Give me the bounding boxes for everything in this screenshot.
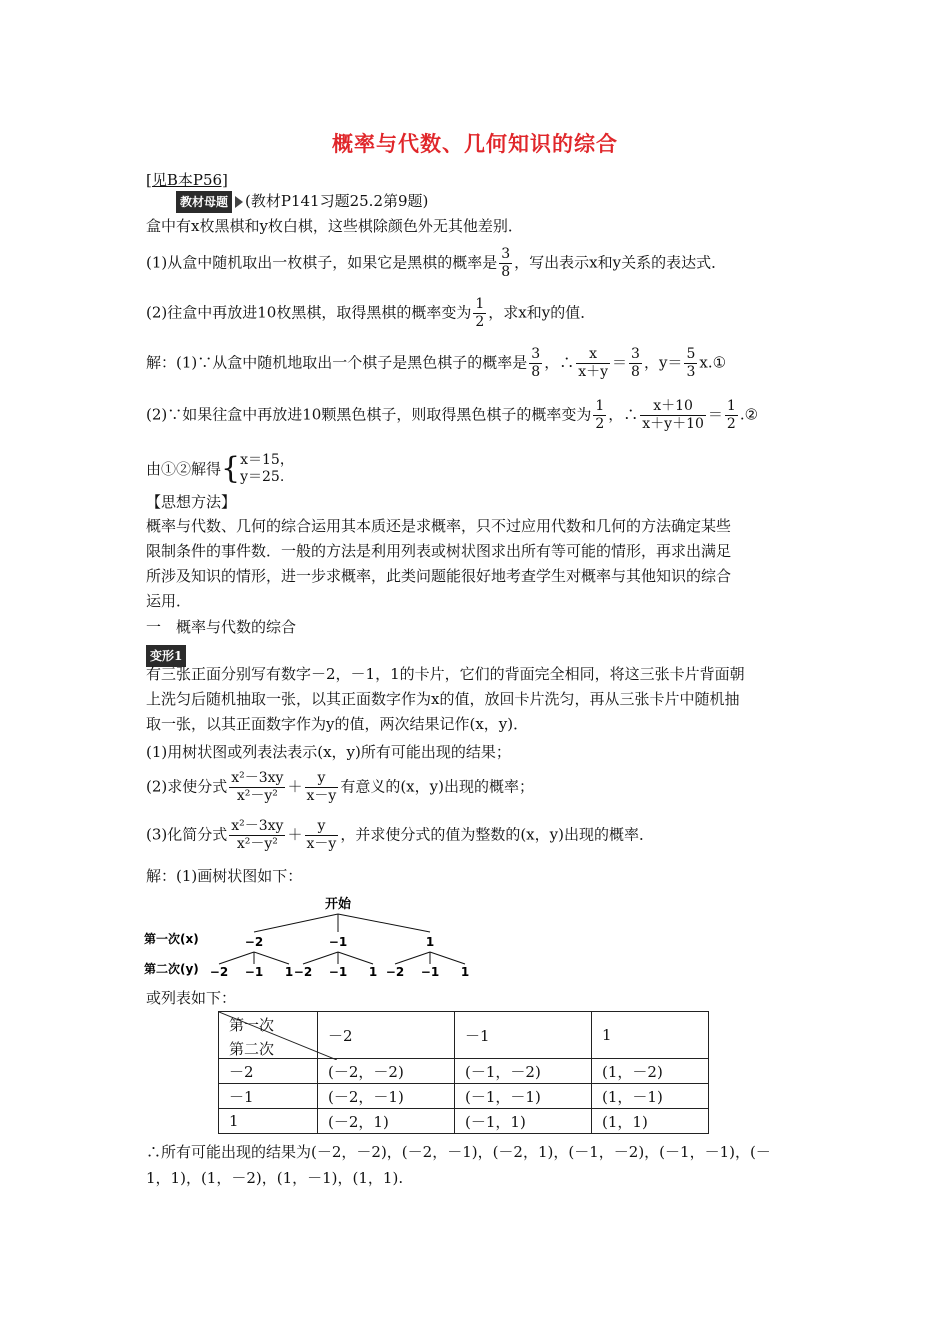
variant-paragraph: [146, 662, 806, 737]
brace: {: [221, 451, 241, 486]
plus-sign: ＋: [287, 825, 303, 844]
tree-node-l2: −1: [420, 965, 440, 979]
s1-y: ，y＝: [643, 353, 683, 372]
tree-node-l2: −2: [385, 965, 405, 979]
fraction: $\frac{1}{2}$: [726, 398, 736, 432]
tree-node-l2: −2: [209, 965, 229, 979]
problem-intro: 盒中有x枚黑棋和y枚白棋，这些棋除颜色外无其他差别．: [146, 217, 523, 235]
variant-line: 取一张，以其正面数字作为y的值，两次结果记作(x，y)．: [146, 715, 529, 733]
method-heading: 【思想方法】: [146, 493, 237, 511]
fraction: $\frac{y}{x-y}$: [306, 818, 337, 852]
fraction: $\frac{x+10}{x+y+10}$: [642, 398, 704, 432]
fraction: $\frac{\text{x²－3xy}}{\text{x²－y²}}$: [231, 818, 284, 852]
tree-edge: [338, 952, 373, 964]
table-col-header: 1: [592, 1012, 709, 1059]
tree-edge: [254, 952, 289, 964]
tree-level2-nodes: [210, 965, 469, 979]
tree-level1-label: 第一次(x): [144, 932, 199, 946]
method-line: 限制条件的事件数．一般的方法是利用列表或树状图求出所有等可能的情形，再求出满足: [146, 542, 732, 560]
fraction: $\frac{3}{8}$: [501, 246, 511, 280]
conclusion-line: ∴所有可能出现的结果为(－2，－2)，(－2，－1)，(－2，1)，(－1，－2)，(－1，－1)，(－: [146, 1143, 771, 1161]
table-row: [219, 1084, 709, 1109]
q3-pre: (3)化简分式: [146, 825, 228, 844]
tree-node-l2: −1: [328, 965, 348, 979]
tree-node-l2: −2: [293, 965, 313, 979]
variant-line: 上洗匀后随机抽取一张，以其正面数字作为x的值，放回卡片洗匀，再从三张卡片中随机抽: [146, 690, 740, 708]
method-paragraph: [146, 514, 806, 614]
q2-pre: (2)求使分式: [146, 777, 228, 796]
textbook-ref: (教材P141习题25.2第9题): [245, 192, 429, 210]
textbook-tag: 教材母题: [176, 191, 232, 213]
tree-level2-label: 第二次(y): [144, 962, 199, 976]
or-table-label: 或列表如下：: [146, 989, 237, 1007]
solution-step2: [146, 398, 758, 433]
s1-end: x.①: [699, 353, 727, 372]
q3-post: ，并求使分式的值为整数的(x，y)出现的概率．: [340, 825, 654, 844]
table-header-row: [219, 1012, 709, 1059]
q1-text: (1)从盒中随机取出一枚棋子，如果它是黑棋的概率是: [146, 253, 498, 272]
conclusion-line: 1，1)，(1，－2)，(1，－1)，(1，1).: [146, 1169, 404, 1187]
tree-edge: [338, 914, 430, 932]
problem-q1: [146, 246, 726, 281]
equals: ＝: [707, 405, 723, 424]
s2-end: .②: [739, 405, 759, 424]
textbook-source-line: [176, 191, 428, 213]
tree-level2-edges: [219, 952, 465, 964]
tree-node-l1: 1: [425, 935, 435, 949]
variant-tag: 变形1: [146, 645, 186, 667]
fraction: $\frac{3}{8}$: [531, 346, 541, 380]
table-cell: (－1，－2): [455, 1059, 592, 1084]
tree-edge: [395, 952, 430, 964]
s1-therefore: ，∴: [544, 353, 575, 372]
variant-q1: (1)用树状图或列表法表示(x，y)所有可能出现的结果；: [146, 743, 511, 761]
fraction: $\frac{y}{x-y}$: [306, 770, 337, 804]
fraction: $\frac{5}{3}$: [686, 346, 696, 380]
corner-bottom-label: 第二次: [229, 1040, 275, 1058]
s2-therefore: ，∴: [608, 405, 639, 424]
table-row: [219, 1059, 709, 1084]
table-cell: (1，1): [592, 1109, 709, 1134]
method-line: 所涉及知识的情形，进一步求概率，此类问题能很好地考查学生对概率与其他知识的综合: [146, 567, 732, 585]
table-cell: (－2，1): [318, 1109, 455, 1134]
method-line: 运用．: [146, 592, 192, 610]
fraction: $\frac{x}{x+y}$: [578, 346, 609, 380]
tree-edge: [254, 914, 338, 932]
table-corner-cell: [219, 1012, 318, 1059]
tree-edge: [219, 952, 254, 964]
variant-solution-intro: 解：(1)画树状图如下：: [146, 867, 303, 885]
play-triangle-icon: [235, 196, 243, 208]
variant-q2: [146, 770, 534, 805]
variant-q3: [146, 818, 654, 853]
q2-text: (2)往盒中再放进10枚黑棋，取得黑棋的概率变为: [146, 303, 472, 322]
results-table: [218, 1011, 709, 1134]
tree-node-l2: 1: [284, 965, 294, 979]
system-solution: x＝15， y＝25.: [240, 452, 294, 485]
tree-root: 开始: [324, 897, 352, 912]
table-row-header: －1: [219, 1084, 318, 1109]
solution-step1: [146, 346, 726, 381]
table-cell: (－1，1): [455, 1109, 592, 1134]
q1-text-end: ，写出表示x和y关系的表达式．: [514, 253, 727, 272]
corner-top-label: 第一次: [229, 1016, 275, 1034]
q2-post: 有意义的(x，y)出现的概率；: [340, 777, 534, 796]
fraction: $\frac{3}{8}$: [631, 346, 640, 380]
table-row: [219, 1109, 709, 1134]
tree-node-l2: 1: [368, 965, 378, 979]
s1-text: 解：(1)∵从盒中随机地取出一个棋子是黑色棋子的概率是: [146, 353, 528, 372]
table-col-header: －1: [455, 1012, 592, 1059]
table-row-header: －2: [219, 1059, 318, 1084]
equals: ＝: [612, 353, 628, 372]
table-cell: (－1，－1): [455, 1084, 592, 1109]
fraction: $\frac{\text{x²－3xy}}{\text{x²－y²}}$: [231, 770, 284, 804]
tree-node-l2: −1: [244, 965, 264, 979]
method-line: 概率与代数、几何的综合运用其本质还是求概率，只不过应用代数和几何的方法确定某些: [146, 517, 732, 535]
fraction: $\frac{1}{2}$: [595, 398, 605, 432]
fraction: $\frac{1}{2}$: [475, 296, 485, 330]
section-heading: 一 概率与代数的综合: [146, 618, 297, 636]
tree-node-l1: −2: [244, 935, 264, 949]
table-row-header: 1: [219, 1109, 318, 1134]
s2-text: (2)∵如果往盒中再放进10颗黑色棋子，则取得黑色棋子的概率变为: [146, 405, 592, 424]
plus-sign: ＋: [287, 777, 303, 796]
tree-edge: [430, 952, 465, 964]
s3-text: 由①②解得: [146, 460, 222, 478]
page-title: 概率与代数、几何知识的综合: [332, 131, 618, 156]
problem-q2: [146, 296, 595, 331]
table-cell: (－2，－1): [318, 1084, 455, 1109]
book-reference: [见B本P56]: [146, 171, 228, 189]
tree-node-l2: 1: [460, 965, 470, 979]
table-cell: (－2，－2): [318, 1059, 455, 1084]
tree-node-l1: −1: [328, 935, 348, 949]
tree-edge: [303, 952, 338, 964]
q2-text-end: ，求x和y的值．: [488, 303, 596, 322]
table-cell: (1，－2): [592, 1059, 709, 1084]
table-col-header: －2: [318, 1012, 455, 1059]
variant-line: 有三张正面分别写有数字－2，－1，1的卡片，它们的背面完全相同，将这三张卡片背面朝: [146, 665, 745, 683]
tree-diagram: [142, 892, 482, 984]
table-cell: (1，－1): [592, 1084, 709, 1109]
solution-step3: [146, 452, 294, 486]
